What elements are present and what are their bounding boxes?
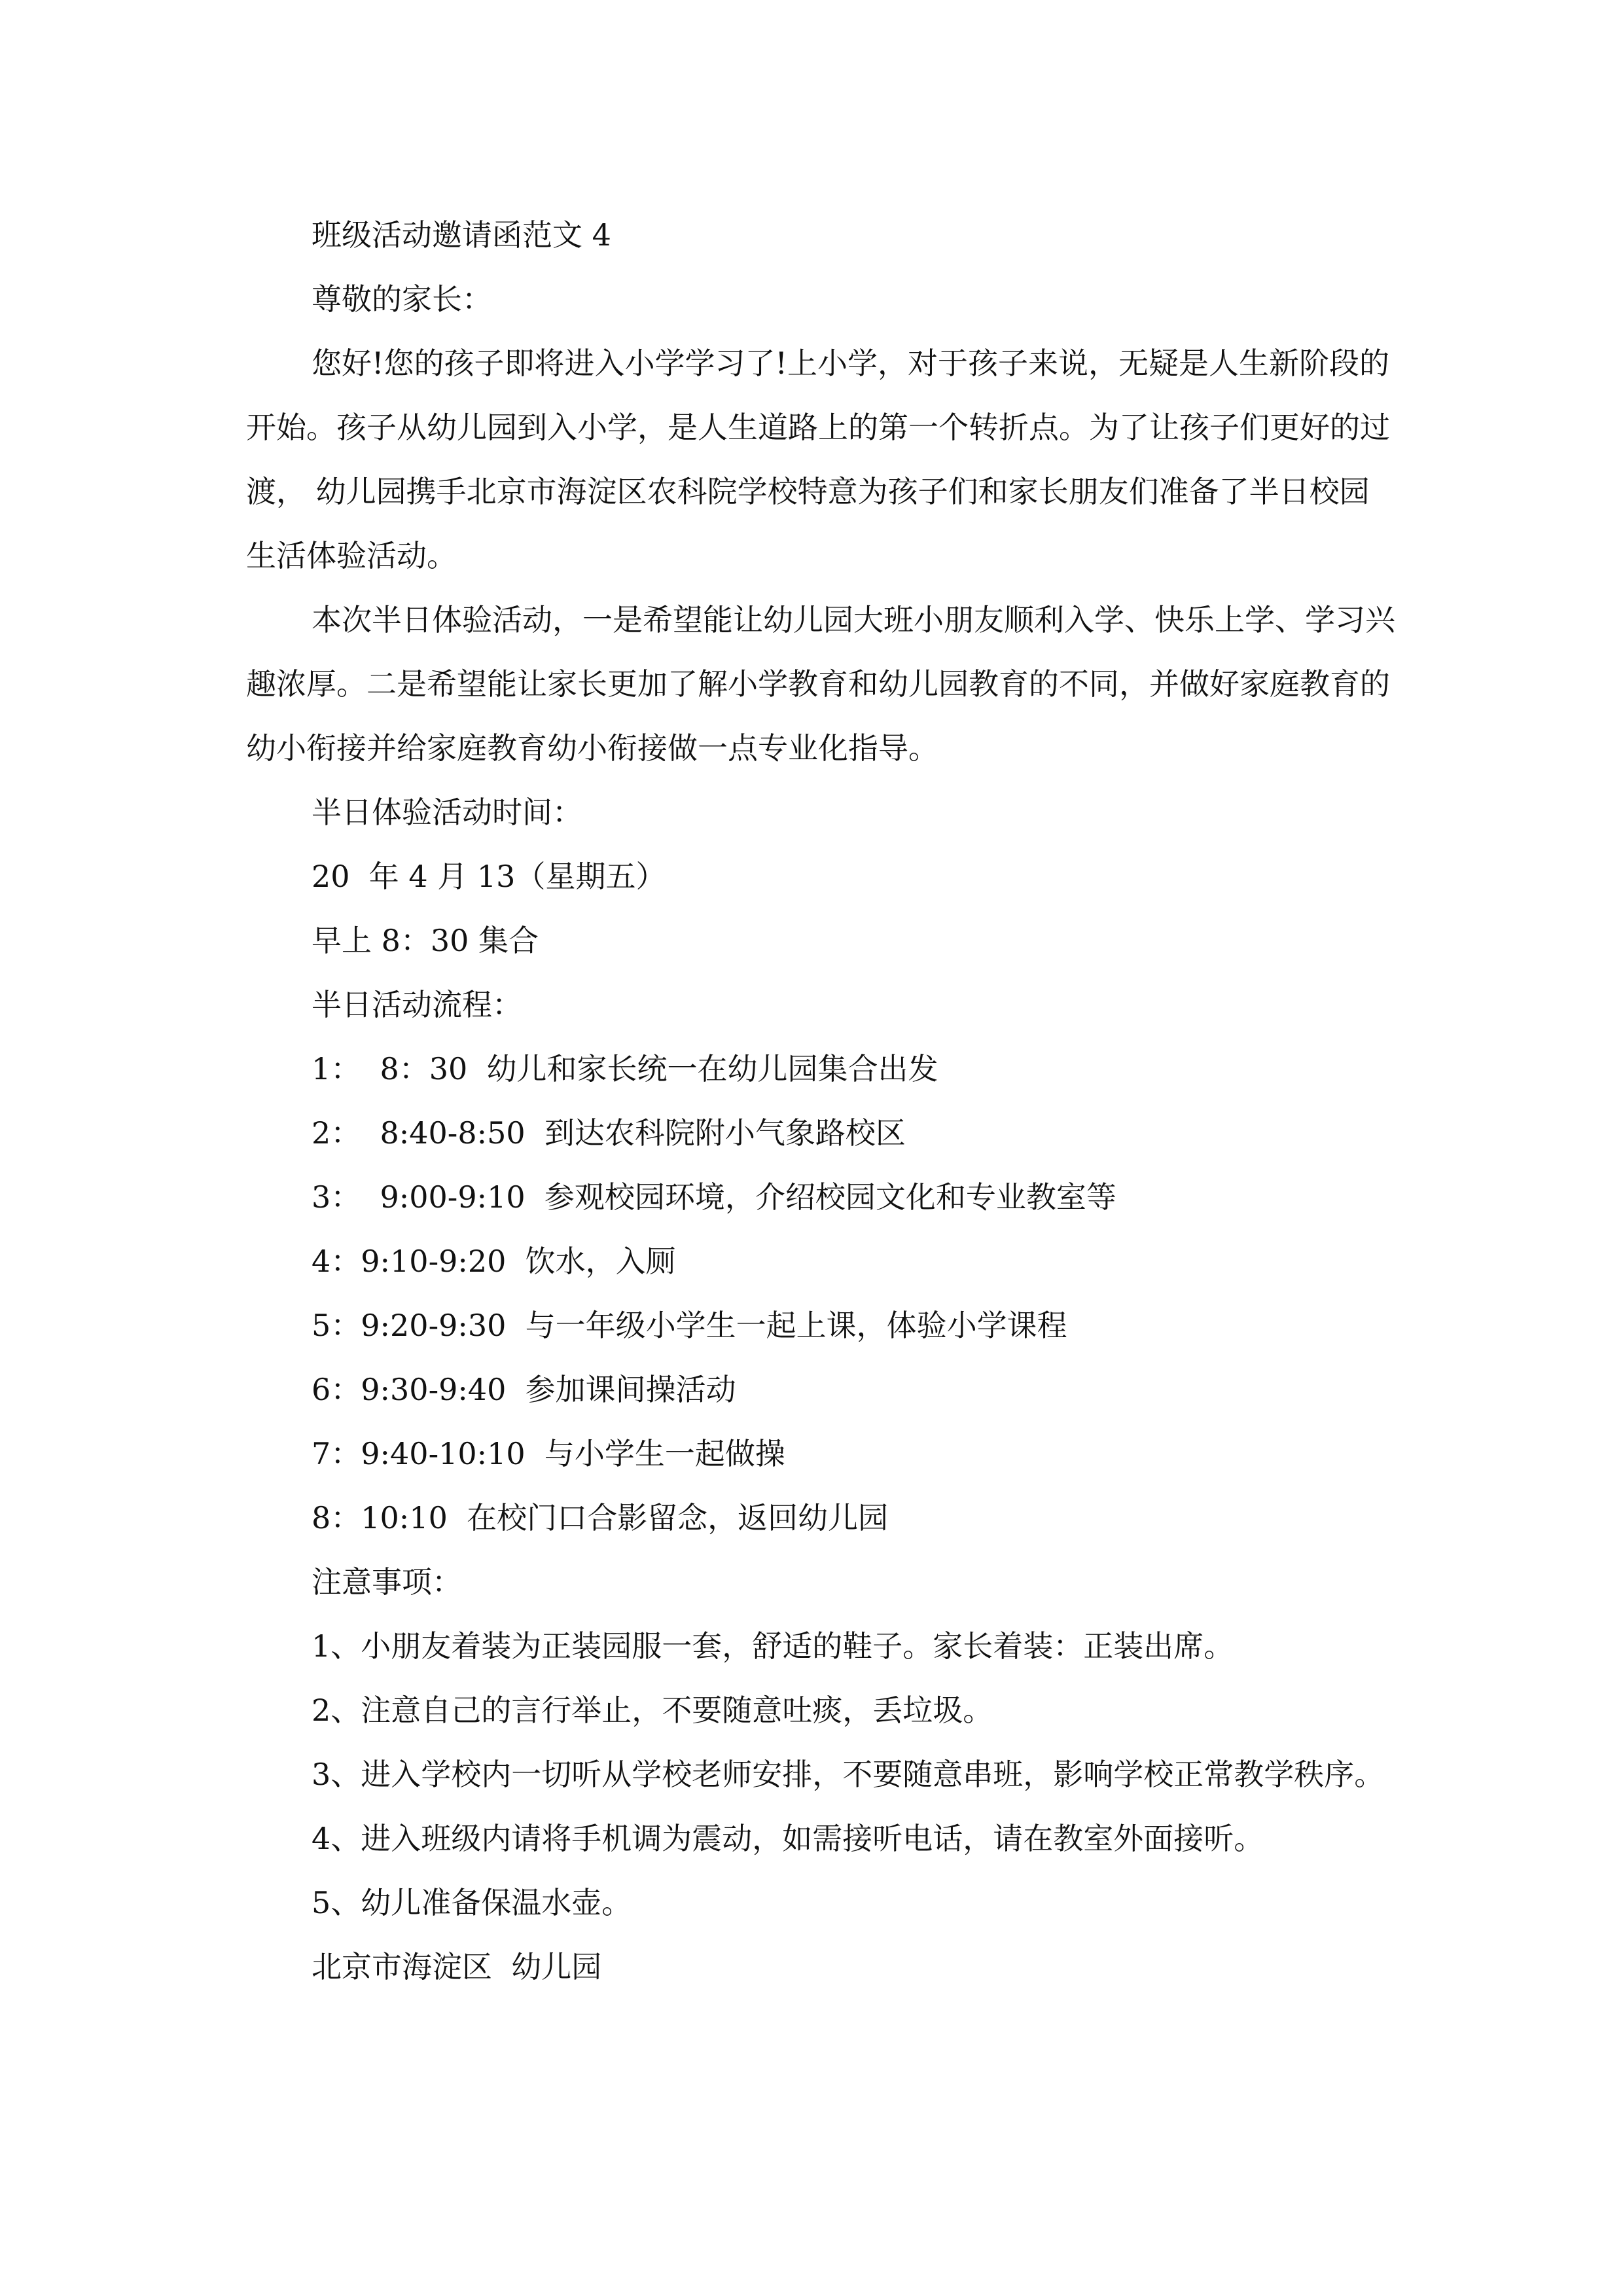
schedule-item-1: 1： 8：30 幼儿和家长统一在幼儿园集合出发 [312,1051,938,1086]
schedule-item-3: 3： 9:00-9:10 参观校园环境，介绍校园文化和专业教室等 [312,1179,1116,1215]
time-heading: 半日体验活动时间： [312,795,582,830]
schedule-item-8: 8：10:10 在校门口合影留念，返回幼儿园 [312,1500,889,1535]
date-line: 20 年 4 月 13（星期五） [312,859,666,894]
schedule-heading: 半日活动流程： [312,987,522,1022]
schedule-item-6: 6：9:30-9:40 参加课间操活动 [312,1372,736,1407]
schedule-item-2: 2： 8:40-8:50 到达农科院附小气象路校区 [312,1115,906,1151]
note-item-3: 3、进入学校内一切听从学校老师安排，不要随意串班，影响学校正常教学秩序。 [312,1757,1385,1792]
paragraph-intro: 您好!您的孩子即将进入小学学习了!上小学，对于孩子来说，无疑是人生新阶段的开始。孩子从幼儿园到入小学，是人生道路上的第一个转折点。为了让孩子们更好的过渡， 幼儿园携手北京市海淀区农科院学校特意为孩子们和家长朋友们准备了半日校园生活体验活动。 [246,346,1390,573]
signature: 北京市海淀区 幼儿园 [312,1949,602,1984]
note-item-1: 1、小朋友着装为正装园服一套，舒适的鞋子。家长着装：正装出席。 [312,1628,1234,1664]
note-item-2: 2、注意自己的言行举止，不要随意吐痰，丢垃圾。 [312,1693,993,1728]
schedule-item-5: 5：9:20-9:30 与一年级小学生一起上课，体验小学课程 [312,1308,1067,1343]
schedule-item-7: 7：9:40-10:10 与小学生一起做操 [312,1436,785,1471]
note-item-4: 4、进入班级内请将手机调为震动，如需接听电话，请在教室外面接听。 [312,1821,1264,1856]
salutation: 尊敬的家长： [312,281,492,317]
notes-heading: 注意事项： [312,1564,462,1600]
paragraph-purpose: 本次半日体验活动，一是希望能让幼儿园大班小朋友顺利入学、快乐上学、学习兴趣浓厚。二是希望能让家长更加了解小学教育和幼儿园教育的不同，并做好家庭教育的幼小衔接并给家庭教育幼小衔接做一点专业化指导。 [246,602,1395,766]
document-title: 班级活动邀请函范文 4 [312,217,611,253]
note-item-5: 5、幼儿准备保温水壶。 [312,1885,632,1920]
schedule-item-4: 4：9:10-9:20 饮水，入厕 [312,1244,676,1279]
gather-line: 早上 8：30 集合 [312,923,539,958]
document-body [246,203,1398,1999]
